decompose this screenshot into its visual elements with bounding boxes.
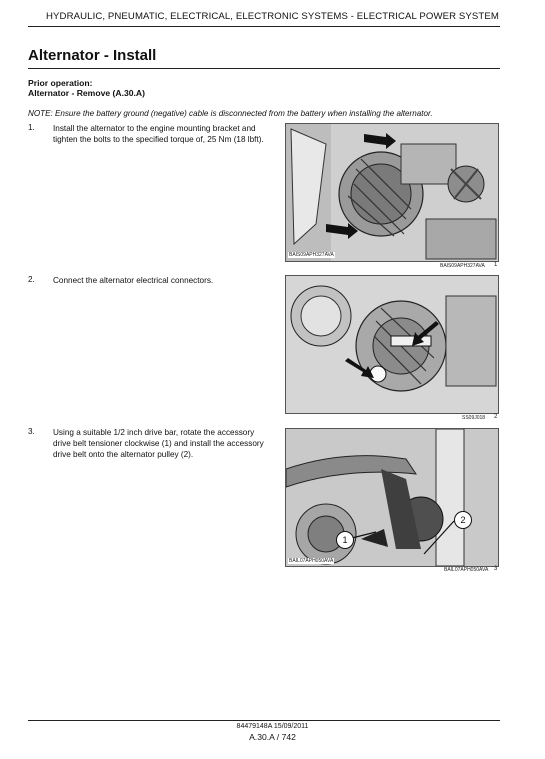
callout-2: 2 <box>454 511 472 529</box>
figure-code: BAIS09APH327AVA <box>289 252 334 258</box>
figure-alternator-connectors <box>285 275 499 414</box>
header-divider <box>28 26 500 27</box>
prior-operation-label: Prior operation: <box>28 78 93 88</box>
figure-code-small: BAIL07APH050AVA <box>444 567 489 573</box>
figure-code-small: BAIS09APH327AVA <box>440 263 485 269</box>
title-divider <box>28 68 500 69</box>
step-number: 3. <box>28 427 35 436</box>
figure-belt-tensioner <box>285 428 499 567</box>
note-text: NOTE: Ensure the battery ground (negative) cable is disconnected from the battery when installing the alternator. <box>28 109 433 118</box>
figure-code: BAIL07APH050AVA <box>289 558 334 564</box>
footer-divider <box>28 720 500 721</box>
figure-code-small: SS09J018 <box>462 415 486 421</box>
figure-number: 2 <box>494 414 498 420</box>
callout-1: 1 <box>336 531 354 549</box>
document-code: 84479148A 15/09/2011 <box>236 723 309 730</box>
figure-number: 1 <box>494 262 498 268</box>
figure-alternator-mount <box>285 123 499 262</box>
page-title: Alternator - Install <box>28 47 157 64</box>
step-text: Install the alternator to the engine mounting bracket and tighten the bolts to the specified torque of, 25 Nm (18 lbft). <box>53 124 264 144</box>
page-number: A.30.A / 742 <box>249 732 296 742</box>
step-number: 1. <box>28 123 35 132</box>
step-number: 2. <box>28 275 35 284</box>
prior-operation-link[interactable]: Alternator - Remove (A.30.A) <box>28 88 145 98</box>
step-text: Connect the alternator electrical connectors. <box>53 276 214 285</box>
section-header: HYDRAULIC, PNEUMATIC, ELECTRICAL, ELECTRONIC SYSTEMS - ELECTRICAL POWER SYSTEM <box>46 11 499 22</box>
step-text: Using a suitable 1/2 inch drive bar, rotate the accessory drive belt tensioner clockwise (1) and install the accessory drive belt onto the alternator pulley (2). <box>53 428 264 459</box>
figure-number: 3 <box>494 566 498 572</box>
